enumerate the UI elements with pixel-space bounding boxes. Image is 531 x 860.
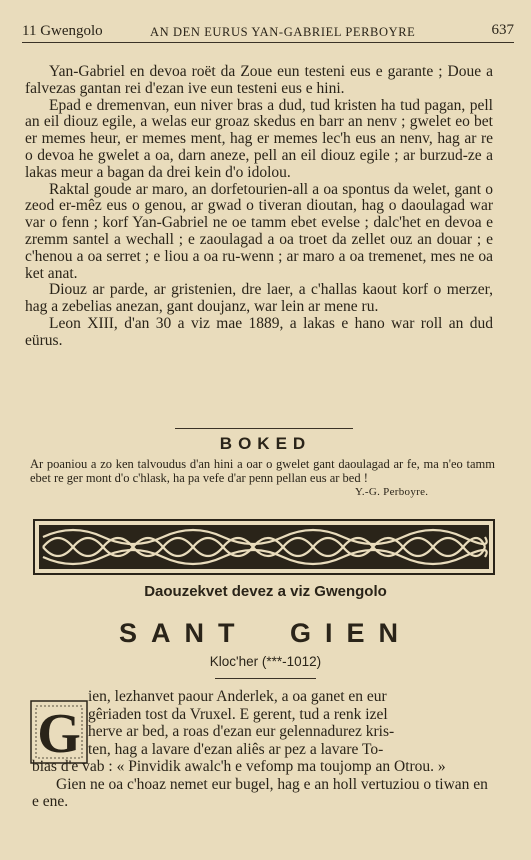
main-text xyxy=(25,64,493,350)
text-line: gêriaden tost da Vruxel. E gerent, tud a renk izel xyxy=(88,705,388,723)
celtic-knot-ornament xyxy=(33,519,495,575)
paragraph: Raktal goude ar maro, an dorfetourien-all a oa spontus da welet, gant o zeod er-mêz eus o genou, ar gwad o tiveran dioutan, hag o daoulagad war var o fenn ; korf Yan-Gabriel ne oe tamm ebet evelse ; dalc'het en devoa e zremm santel a wechall ; e zaoulagad a oa troet da zellet ouz an douar ; e c'henou a oa serret ; e liou a oa ru-wenn ; ar maro a oa tremenet, mes ne oa ket anat. xyxy=(25,180,493,282)
day-heading: Daouzekvet devez a viz Gwengolo xyxy=(144,583,387,600)
divider xyxy=(215,678,316,679)
text-line: herve ar bed, a roas d'ezan eur gelennadurez kris- xyxy=(88,723,395,740)
running-header xyxy=(22,22,514,43)
boked-text: Ar poaniou a zo ken talvoudus d'an hini a oar o gwelet gant daoulagad ar fe, ma n'eo tamm ebet re ger mont d'o c'hlask, ha pa vefe d'ar penn pellan eus ar bed ! xyxy=(30,457,495,485)
saint-title: SANT GIEN xyxy=(118,618,412,648)
saint-subtitle: Kloc'her (***-1012) xyxy=(209,654,322,669)
paragraph: Gien ne oa c'hoaz nemet eur bugel, hag e an holl vertuziou o tiwan en e ene. xyxy=(32,775,488,810)
boked-signature: Y.-G. Perboyre. xyxy=(355,486,429,498)
gien-continuation xyxy=(32,758,496,811)
paragraph: Yan-Gabriel en devoa roët da Zoue eun testeni eus e garante ; Doue a falvezas gantan rei d'ezan ive eun testeni eus e hini. xyxy=(25,63,493,97)
ornamental-initial-g xyxy=(30,700,88,764)
svg-text:G: G xyxy=(37,703,81,764)
divider xyxy=(175,428,353,429)
text-line: ien, lezhanvet paour Anderlek, a oa ganet en eur xyxy=(88,688,387,705)
gien-opening xyxy=(88,688,496,758)
header-title: AN DEN EURUS YAN-GABRIEL PERBOYRE xyxy=(150,25,416,39)
paragraph: Epad e dremenvan, eun niver bras a dud, tud kristen ha tud pagan, pell an eil diouz egile, a welas eur groaz skedus en barr an nenv ; gwelet eo bet er memes heur, er memes ment, hag er memes lec'h eus an nenv, hag ar re o devoa he gwelet a oa, darn aneze, pell an eil diouz egile ; ar burzud-ze a lakas meur a bagan da drei kein d'o idolou. xyxy=(25,96,493,181)
boked-title: BOKED xyxy=(219,434,312,453)
header-date: 11 Gwengolo xyxy=(22,23,103,39)
page-number: 637 xyxy=(491,22,514,38)
paragraph: Leon XIII, d'an 30 a viz mae 1889, a lakas e hano war roll an dud eürus. xyxy=(25,314,493,349)
text-line: ten, hag a lavare d'ezan aliês ar pez a lavare To- xyxy=(88,740,384,758)
paragraph: Diouz ar parde, ar gristenien, dre laer, a c'hallas kaout korf o merzer, hag a zebelias anezan, gant doujanz, war lein ar mene ru. xyxy=(25,281,493,316)
paragraph: bias d'e vab : « Pinvidik awalc'h e vefomp ma toujomp an Otrou. » xyxy=(32,758,446,775)
